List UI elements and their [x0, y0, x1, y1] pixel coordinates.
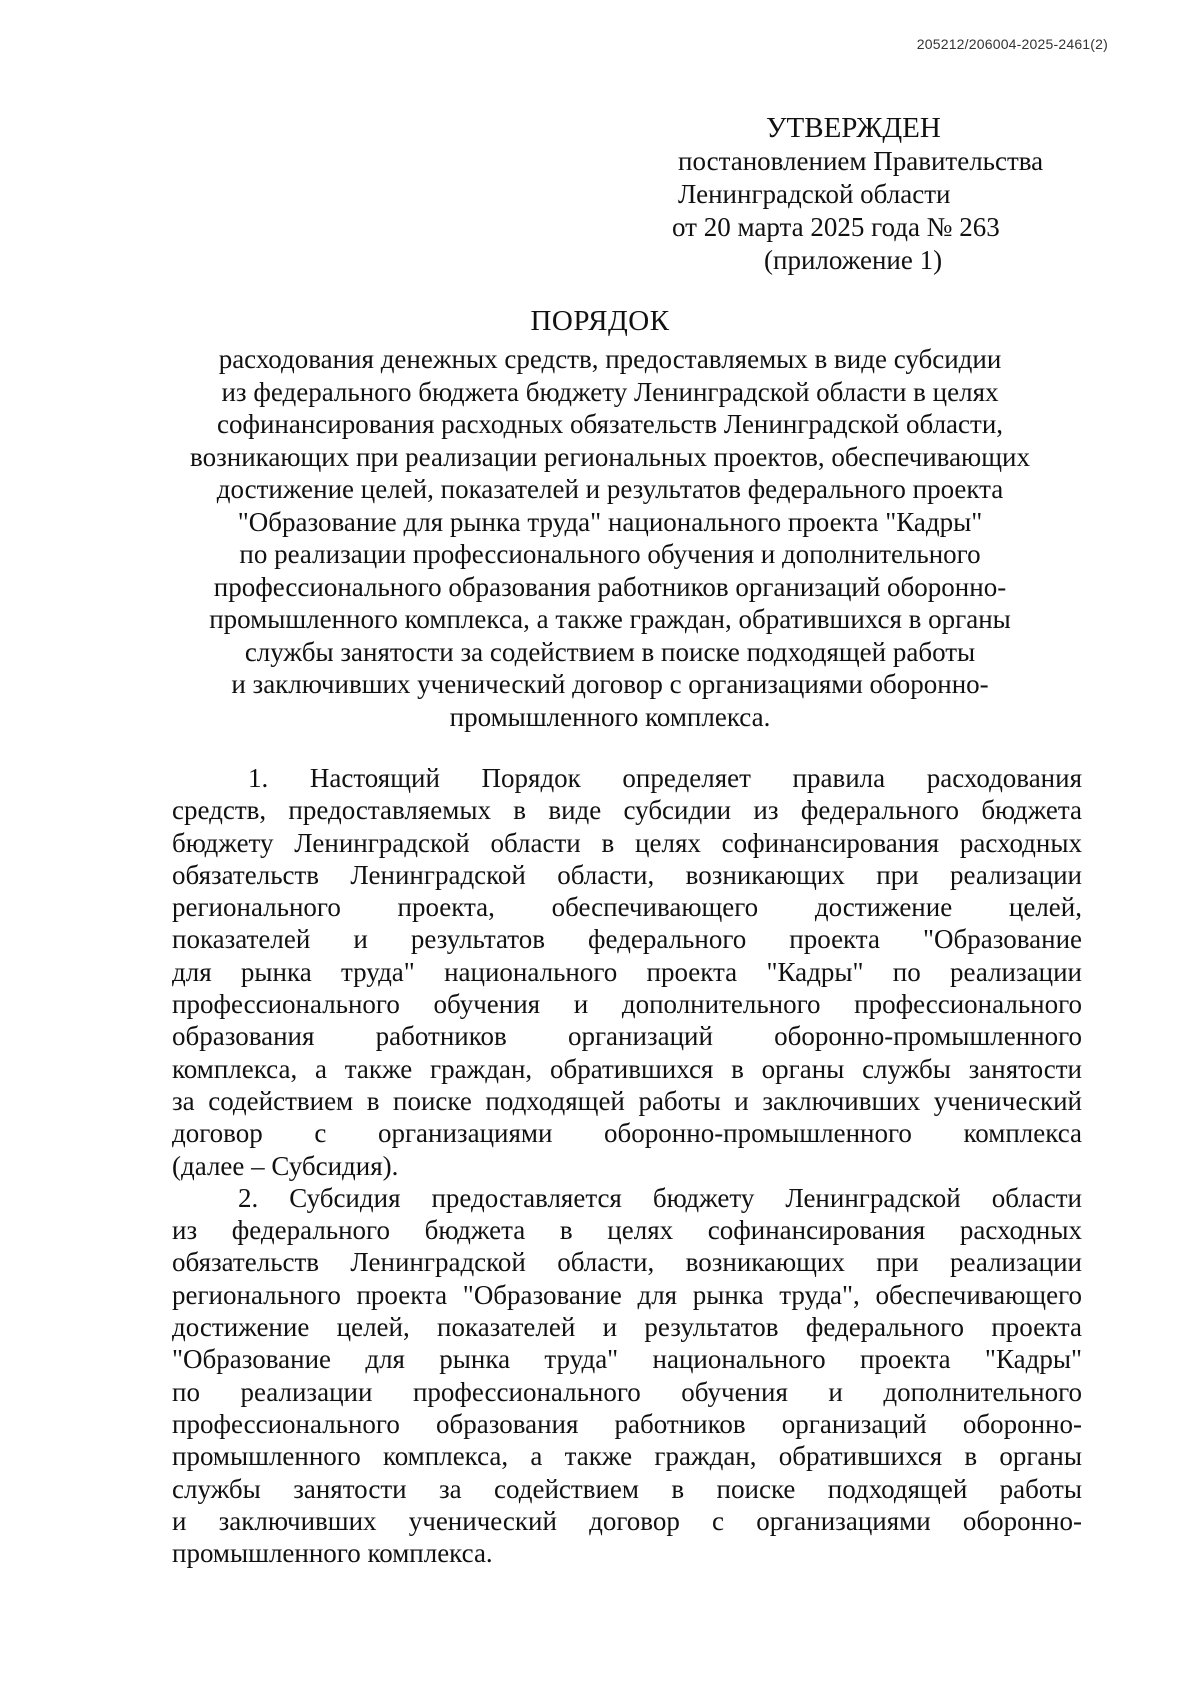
subtitle-line: и заключивших ученический договор с организациями оборонно- — [231, 669, 989, 699]
subtitle-line: по реализации профессионального обучения и дополнительного — [239, 539, 981, 569]
paragraph-line: по реализации профессионального обучения и дополнительного — [172, 1376, 1082, 1407]
paragraph-line: службы занятости за содействием в поиске подходящей работы — [172, 1473, 1082, 1504]
subtitle-line: достижение целей, показателей и результатов федерального проекта — [216, 474, 1004, 504]
paragraph-line: обязательств Ленинградской области, возникающих при реализации — [172, 1247, 1082, 1278]
paragraph-line: (далее – Субсидия). — [172, 1150, 399, 1181]
subtitle-line: профессионального образования работников организаций оборонно- — [213, 571, 1007, 602]
paragraph-2 — [172, 1182, 1082, 1570]
paragraph-line: договор с организациями оборонно-промышленного комплекса — [172, 1118, 1082, 1149]
approval-appendix-line: (приложение 1) — [764, 245, 943, 275]
approval-date-line: от 20 марта 2025 года № 263 — [672, 212, 1000, 242]
subtitle-line: службы занятости за содействием в поиске подходящей работы — [244, 636, 976, 667]
subtitle-line: из федерального бюджета бюджету Ленинградской области в целях — [221, 376, 999, 407]
paragraph-line: профессионального обучения и дополнительного профессионального — [172, 989, 1082, 1020]
paragraph-line: регионального проекта "Образование для рынка труда", обеспечивающего — [172, 1279, 1082, 1310]
subtitle-line: софинансирования расходных обязательств Ленинградской области, — [216, 409, 1004, 439]
approval-heading: УТВЕРЖДЕН — [766, 112, 941, 144]
paragraph-line: 2. Субсидия предоставляется бюджету Ленинградской области — [238, 1182, 1082, 1213]
paragraph-line: промышленного комплекса, а также граждан, обратившихся в органы — [172, 1441, 1082, 1472]
paragraph-line: промышленного комплекса. — [172, 1538, 493, 1569]
paragraph-line: достижение целей, показателей и результатов федерального проекта — [172, 1312, 1082, 1343]
paragraph-line: 1. Настоящий Порядок определяет правила расходования — [248, 763, 1082, 793]
paragraph-line: обязательств Ленинградской области, возникающих при реализации — [172, 859, 1082, 890]
document-id: 205212/206004-2025-2461(2) — [916, 36, 1108, 52]
subtitle-line: расходования денежных средств, предоставляемых в виде субсидии — [218, 344, 1002, 374]
paragraph-line: из федерального бюджета в целях софинансирования расходных — [172, 1215, 1082, 1246]
paragraph-line: и заключивших ученический договор с организациями оборонно- — [172, 1505, 1082, 1536]
paragraph-line: для рынка труда" национального проекта "Кадры" по реализации — [172, 956, 1082, 987]
paragraph-line: средств, предоставляемых в виде субсидии из федерального бюджета — [172, 795, 1082, 826]
paragraph-line: образования работников организаций оборонно-промышленного — [172, 1021, 1082, 1052]
paragraph-line: бюджету Ленинградской области в целях софинансирования расходных — [172, 827, 1082, 858]
paragraph-line: комплекса, а также граждан, обратившихся в органы службы занятости — [172, 1053, 1082, 1084]
document-title: ПОРЯДОК — [530, 305, 670, 337]
approval-line: Ленинградской области — [678, 179, 951, 209]
subtitle-line: "Образование для рынка труда" национального проекта "Кадры" — [237, 506, 983, 537]
paragraph-line: показателей и результатов федерального проекта "Образование — [172, 924, 1082, 955]
approval-line: постановлением Правительства — [678, 146, 1044, 176]
subtitle-line: промышленного комплекса. — [449, 701, 771, 732]
subtitle-line: возникающих при реализации региональных проектов, обеспечивающих — [190, 441, 1030, 472]
paragraph-line: "Образование для рынка труда" национального проекта "Кадры" — [172, 1344, 1082, 1375]
paragraph-line: профессионального образования работников организаций оборонно- — [172, 1408, 1082, 1439]
document-body — [172, 762, 1082, 1569]
paragraph-line: за содействием в поиске подходящей работы и заключивших ученический — [172, 1085, 1082, 1116]
paragraph-1 — [172, 762, 1082, 1182]
paragraph-line: регионального проекта, обеспечивающего достижение целей, — [172, 892, 1082, 923]
subtitle-line: промышленного комплекса, а также граждан, обратившихся в органы — [209, 604, 1011, 634]
document-subtitle — [160, 343, 1060, 733]
approval-block — [660, 112, 1080, 277]
